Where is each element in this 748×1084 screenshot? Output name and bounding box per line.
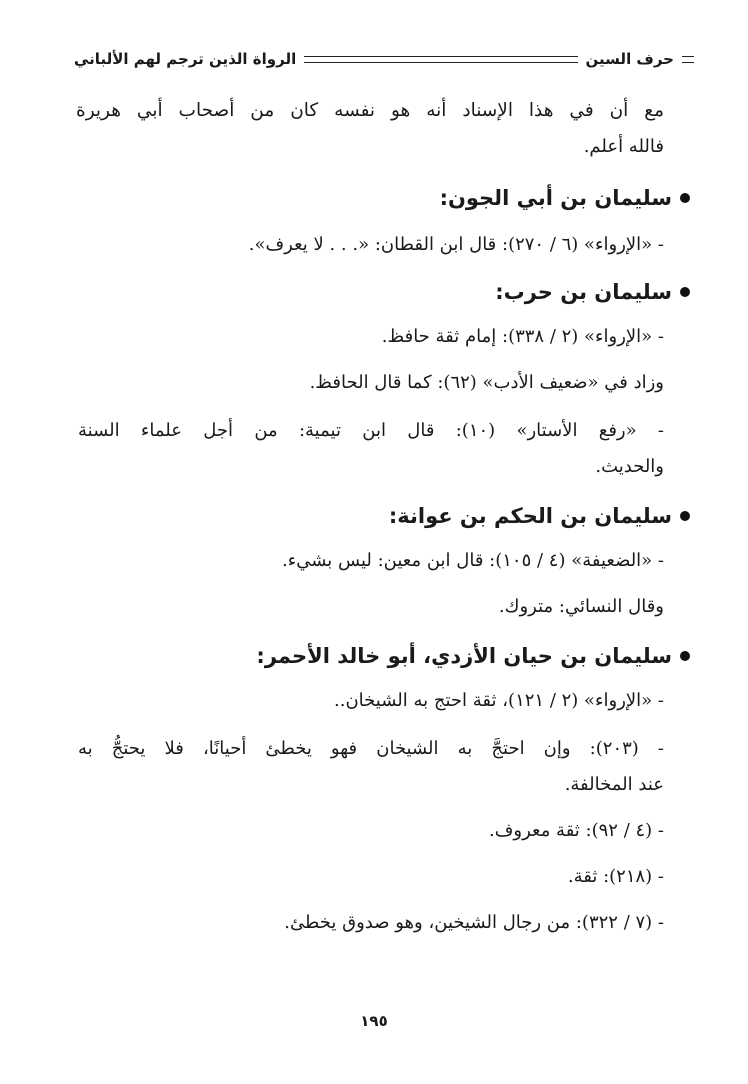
entry-line: - (٢١٨): ثقة.: [567, 866, 664, 887]
entry-line: - «الإرواء» (٢ / ٣٣٨): إمام ثقة حافظ.: [381, 326, 664, 347]
entry-line: - «الإرواء» (٦ / ٢٧٠): قال ابن القطان: «. . . لا يعرف».: [248, 234, 664, 255]
bullet-icon: [680, 193, 690, 203]
entry-heading: [495, 280, 690, 304]
entry-name: سليمان بن حيان الأزدي، أبو خالد الأحمر:: [256, 644, 672, 668]
bullet-icon: [680, 511, 690, 521]
entry-name: سليمان بن الحكم بن عوانة:: [388, 504, 672, 528]
entry-name: سليمان بن أبي الجون:: [439, 186, 672, 210]
entry-name: سليمان بن حرب:: [495, 280, 672, 304]
running-header: [74, 44, 694, 74]
header-rule-right: [682, 56, 694, 63]
page-number: ١٩٥: [360, 1012, 388, 1030]
entry-line: وقال النسائي: متروك.: [498, 596, 664, 617]
book-title: الرواة الذين ترجم لهم الألباني: [74, 50, 297, 68]
entry-heading: [440, 186, 690, 210]
entry-line: - «الإرواء» (٢ / ١٢١)، ثقة احتج به الشيخان..: [334, 690, 664, 711]
entry-heading: [256, 644, 690, 668]
entry-line: - «الضعيفة» (٤ / ١٠٥): قال ابن معين: ليس بشيء.: [282, 550, 664, 571]
header-rule-middle: [304, 56, 577, 63]
entry-heading: [389, 504, 690, 528]
intro-line-1: مع أن في هذا الإسناد أنه هو نفسه كان من أصحاب أبي هريرة: [76, 100, 664, 121]
chapter-title: حرف السين: [585, 50, 674, 68]
entry-line: - (٧ / ٣٢٢): من رجال الشيخين، وهو صدوق يخطئ.: [284, 912, 664, 933]
intro-line-2: فالله أعلم.: [583, 136, 664, 157]
entry-line: وزاد في «ضعيف الأدب» (٦٢): كما قال الحافظ.: [309, 372, 664, 393]
entry-line: - «رفع الأستار» (١٠): قال ابن تيمية: من أجل علماء السنة: [78, 420, 665, 441]
entry-line: والحديث.: [595, 456, 664, 477]
entry-line: - (٢٠٣): وإن احتجَّ به الشيخان فهو يخطئ أحيانًا، فلا يحتجُّ به: [78, 738, 665, 759]
bullet-icon: [680, 287, 690, 297]
entry-line: - (٤ / ٩٢): ثقة معروف.: [489, 820, 664, 841]
entry-line: عند المخالفة.: [564, 774, 664, 795]
bullet-icon: [680, 651, 690, 661]
